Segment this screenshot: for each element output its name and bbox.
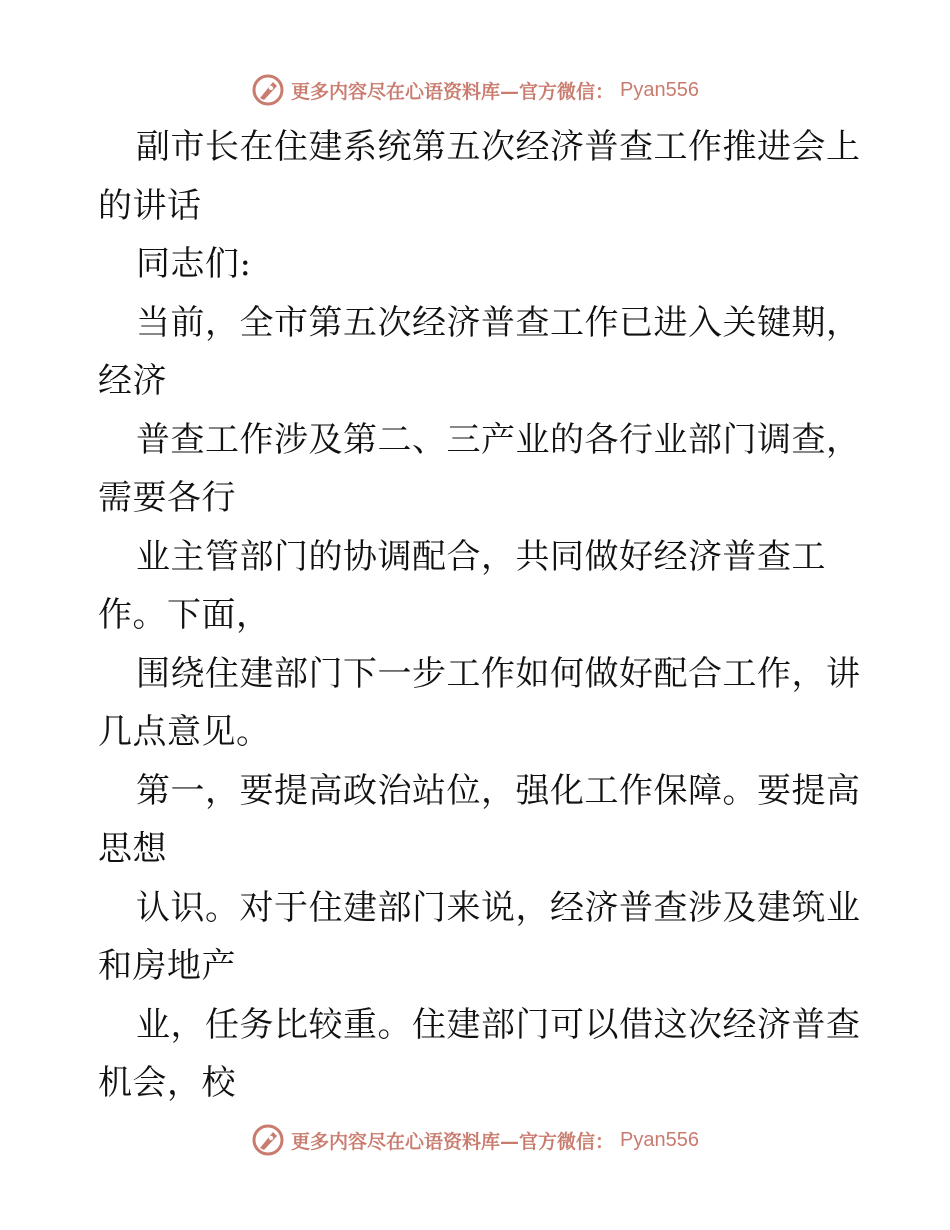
watermark-account: Pyan556 — [620, 78, 699, 101]
document-line: 普查工作涉及第二、三产业的各行业部门调查， — [136, 419, 861, 460]
document-body — [98, 118, 861, 1113]
document-line: 的讲话 — [98, 185, 202, 226]
document-line: 思想 — [98, 829, 167, 869]
document-line: 副市长在住建系统第五次经济普查工作推进会上 — [136, 127, 861, 167]
document-line: 作。下面， — [98, 595, 271, 635]
pen-nib-logo-icon — [251, 73, 285, 107]
document-line: 经济 — [98, 361, 167, 401]
watermark-text: 更多内容尽在心语资料库—官方微信： — [291, 1130, 615, 1153]
footer-watermark-banner — [0, 1120, 950, 1160]
document-line: 围绕住建部门下一步工作如何做好配合工作，讲 — [136, 653, 861, 694]
pen-nib-logo-icon — [251, 1123, 285, 1157]
document-line: 需要各行 — [98, 478, 236, 518]
document-line: 第一，要提高政治站位，强化工作保障。要提高 — [136, 770, 861, 811]
watermark-text: 更多内容尽在心语资料库—官方微信： — [291, 80, 615, 103]
watermark-account: Pyan556 — [620, 1128, 699, 1151]
document-line: 几点意见。 — [98, 712, 271, 752]
document-line: 机会，校 — [98, 1063, 236, 1103]
document-line: 当前，全市第五次经济普查工作已进入关键期， — [136, 302, 861, 343]
document-line: 业主管部门的协调配合，共同做好经济普查工 — [136, 536, 826, 577]
document-line: 同志们: — [136, 244, 252, 284]
header-watermark-banner — [0, 70, 950, 110]
document-line: 业，任务比较重。住建部门可以借这次经济普查 — [136, 1004, 861, 1045]
document-line: 认识。对于住建部门来说，经济普查涉及建筑业 — [136, 887, 861, 928]
document-line: 和房地产 — [98, 946, 236, 986]
